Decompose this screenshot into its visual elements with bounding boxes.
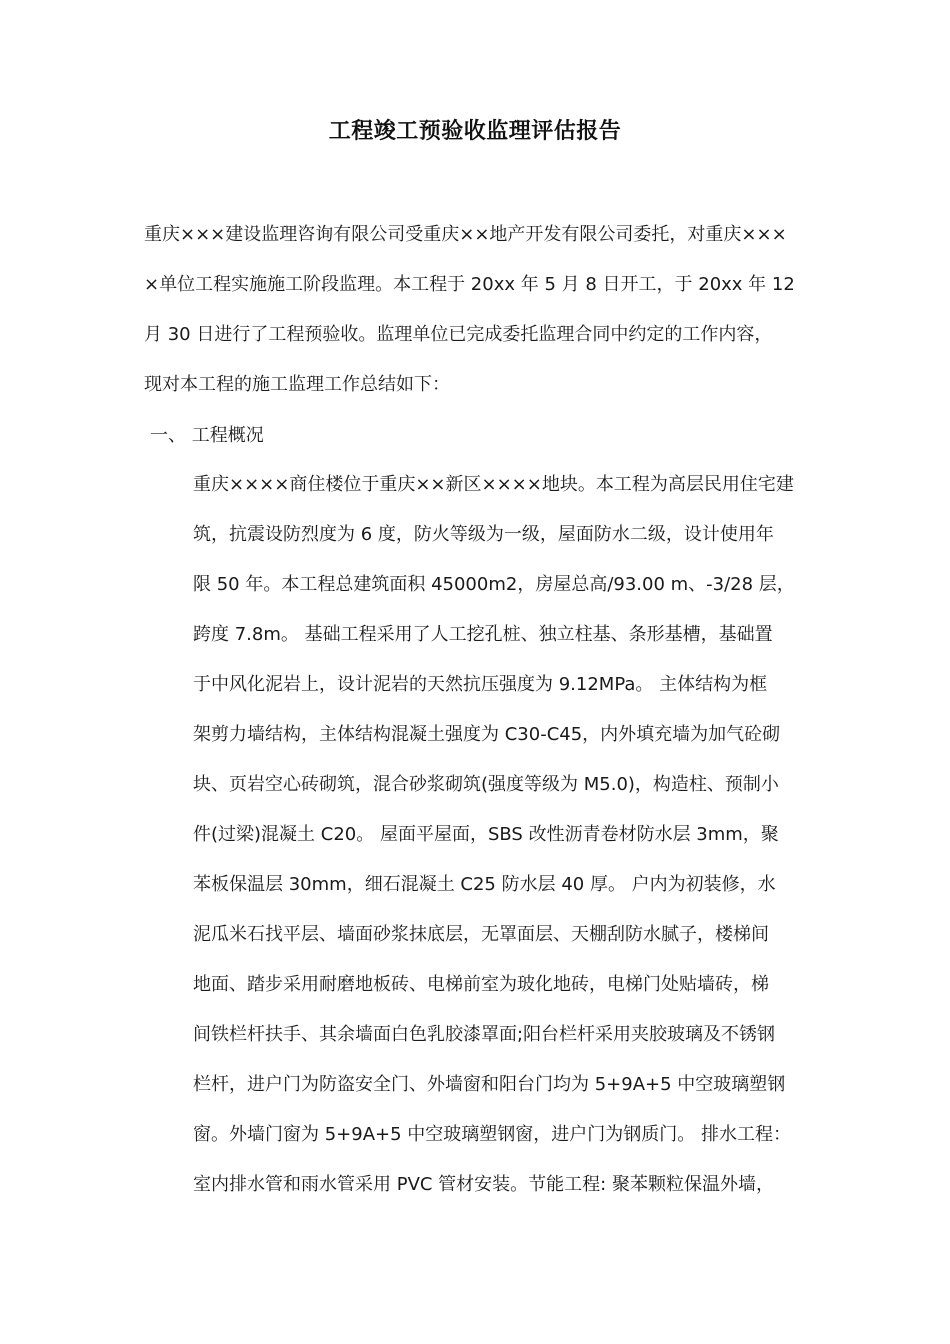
section-line-4: 跨度 7.8m。 基础工程采用了人工挖孔桩、独立柱基、条形基槽，基础置 — [193, 624, 773, 645]
intro-line-2: ×单位工程实施施工阶段监理。本工程于 20xx 年 5 月 8 日开工，于 20xx 年 12 — [144, 274, 795, 295]
intro-line-4: 现对本工程的施工监理工作总结如下： — [144, 374, 450, 395]
intro-line-1: 重庆×××建设监理咨询有限公司受重庆××地产开发有限公司委托，对重庆××× — [144, 224, 787, 245]
document-title: 工程竣工预验收监理评估报告 — [328, 119, 622, 144]
section-line-10: 泥瓜米石找平层、墙面砂浆抹底层，无罩面层、天棚刮防水腻子，楼梯间 — [193, 924, 769, 945]
section-line-13: 栏杆，进户门为防盗安全门、外墙窗和阳台门均为 5+9A+5 中空玻璃塑钢 — [193, 1074, 786, 1095]
intro-line-3: 月 30 日进行了工程预验收。监理单位已完成委托监理合同中约定的工作内容， — [144, 324, 773, 345]
section-line-5: 于中风化泥岩上，设计泥岩的天然抗压强度为 9.12MPa。 主体结构为框 — [193, 674, 768, 695]
section-line-7: 块、页岩空心砖砌筑，混合砂浆砌筑(强度等级为 M5.0)，构造柱、预制小 — [193, 774, 779, 795]
section-line-11: 地面、踏步采用耐磨地板砖、电梯前室为玻化地砖，电梯门处贴墙砖，梯 — [193, 974, 769, 995]
section-line-9: 苯板保温层 30mm，细石混凝土 C25 防水层 40 厚。 户内为初装修，水 — [193, 874, 776, 895]
section-line-1: 重庆××××商住楼位于重庆××新区××××地块。本工程为高层民用住宅建 — [193, 474, 794, 495]
section-line-15: 室内排水管和雨水管采用 PVC 管材安装。节能工程: 聚苯颗粒保温外墙， — [193, 1174, 774, 1195]
section-heading: 一、 工程概况 — [150, 425, 264, 446]
section-line-8: 件(过梁)混凝土 C20。 屋面平屋面，SBS 改性沥青卷材防水层 3mm，聚 — [193, 824, 779, 845]
section-line-14: 窗。外墙门窗为 5+9A+5 中空玻璃塑钢窗，进户门为钢质门。 排水工程： — [193, 1124, 791, 1145]
section-line-6: 架剪力墙结构，主体结构混凝土强度为 C30-C45，内外填充墙为加气砼砌 — [193, 724, 781, 745]
section-line-2: 筑，抗震设防烈度为 6 度，防火等级为一级，屋面防水二级，设计使用年 — [193, 524, 774, 545]
section-line-12: 间铁栏杆扶手、其余墙面白色乳胶漆罩面;阳台栏杆采用夹胶玻璃及不锈钢 — [193, 1024, 776, 1045]
section-line-3: 限 50 年。本工程总建筑面积 45000m2，房屋总高/93.00 m、-3/28 层， — [193, 574, 795, 595]
